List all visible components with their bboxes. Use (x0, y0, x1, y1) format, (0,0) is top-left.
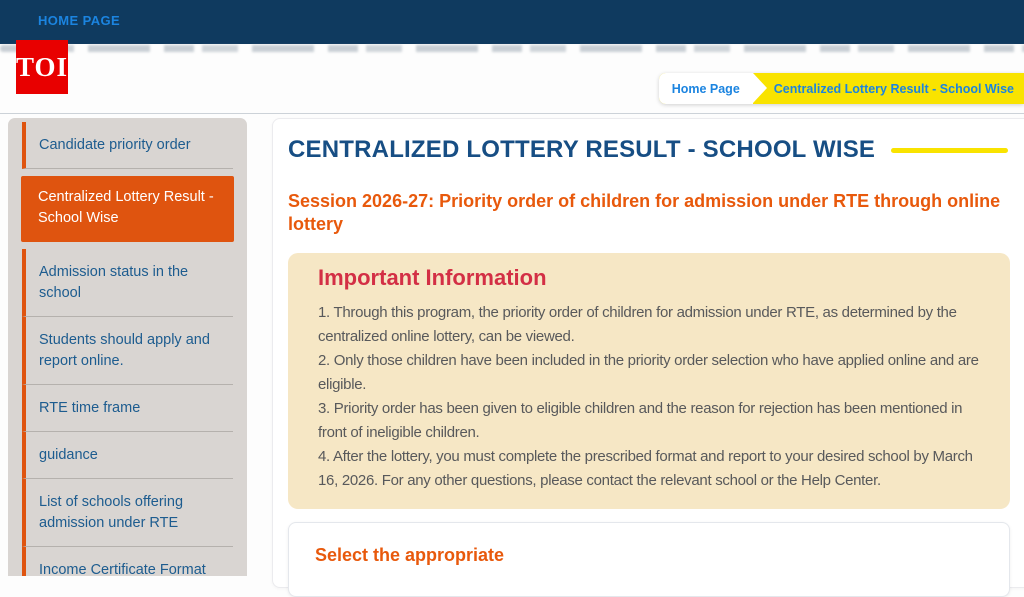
important-information-title: Important Information (318, 265, 547, 291)
sidebar-item-label: guidance (39, 447, 98, 464)
important-information-box (288, 253, 1010, 509)
page-title: CENTRALIZED LOTTERY RESULT - SCHOOL WISE (288, 136, 876, 163)
sidebar-navigation (8, 118, 247, 576)
sidebar-item-label: RTE time frame (39, 400, 141, 417)
main-content (272, 118, 1024, 588)
select-appropriate-title: Select the appropriate (315, 545, 505, 566)
sidebar-item-label: List of schools offering admission under RTE (39, 494, 184, 532)
info-list-item: 1. Through this program, the priority order of children for admission under RTE, as determined by the centralized online lottery, can be viewed. (318, 304, 957, 346)
sidebar-item-label: Admission status in the school (39, 264, 189, 302)
sidebar-item-label: Candidate priority order (39, 137, 191, 153)
sidebar-item[interactable] (22, 385, 233, 432)
important-information-list (318, 301, 984, 493)
sidebar-item[interactable] (22, 547, 233, 576)
top-navigation-bar (0, 0, 1024, 44)
sidebar-item-label: Students should apply and report online. (39, 332, 210, 370)
info-list-item: 3. Priority order has been given to eligible children and the reason for rejection has been mentioned in front of ineligible children. (318, 400, 963, 442)
breadcrumb (659, 73, 1024, 104)
info-list-item: 4. After the lottery, you must complete the prescribed format and report to your desired school by March 16, 2026. For any other questions, please contact the relevant school or the Help Center. (318, 448, 973, 490)
sidebar-item-label: Income Certificate Format (39, 562, 206, 576)
sidebar-item-label: Centralized Lottery Result - School Wise (38, 189, 214, 227)
home-page-link[interactable]: HOME PAGE (38, 13, 121, 28)
breadcrumb-current-page: Centralized Lottery Result - School Wise (773, 81, 1014, 96)
title-underline (891, 148, 1008, 153)
blurred-ticker-text (0, 45, 1024, 52)
breadcrumb-home-link[interactable]: Home Page (659, 73, 753, 104)
session-heading: Session 2026-27: Priority order of children for admission under RTE through online lottery (288, 191, 1001, 234)
info-list-item: 2. Only those children have been included in the priority order selection who have applied online and are eligible. (318, 352, 979, 394)
sidebar-item[interactable] (22, 122, 233, 169)
title-row (288, 136, 1010, 164)
select-appropriate-card (288, 522, 1010, 597)
header-divider (0, 113, 1024, 114)
breadcrumb-arrow-icon (753, 73, 767, 103)
sidebar-item[interactable] (22, 317, 233, 385)
toi-logo: TOI (16, 40, 68, 94)
sidebar-item[interactable] (22, 432, 233, 479)
sidebar-item[interactable] (22, 479, 233, 547)
sidebar-item[interactable] (22, 249, 233, 317)
sidebar-item[interactable] (21, 176, 234, 242)
